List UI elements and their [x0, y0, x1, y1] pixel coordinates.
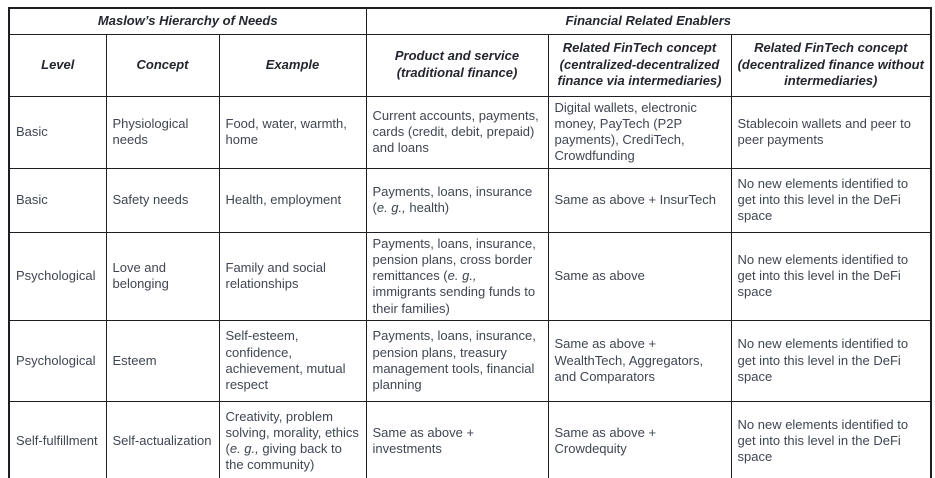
- cell-text: Physiological needs: [112, 115, 189, 147]
- cell-text: No new elements identified to get into this level in the DeFi space: [737, 251, 909, 300]
- cell-text: No new elements identified to get into this level in the DeFi space: [737, 175, 909, 224]
- cell-example: [219, 320, 366, 401]
- cell-text: Psychological: [16, 352, 96, 368]
- cell-text: Esteem: [112, 352, 157, 368]
- table-header: [9, 8, 931, 96]
- column-header-level: Level: [9, 34, 106, 96]
- table-row: [9, 232, 931, 320]
- cell-text: No new elements identified to get into this level in the DeFi space: [737, 416, 909, 465]
- cell-text-italic: e. g.,: [447, 268, 477, 283]
- cell-fintech-centralized: [548, 168, 731, 232]
- cell-text: Payments, loans, insurance, pension plans, treasury management tools, financial planning: [372, 328, 536, 392]
- group-header-maslow: Maslow’s Hierarchy of Needs: [9, 8, 366, 34]
- cell-text: health): [405, 200, 450, 215]
- column-header-example: Example: [219, 34, 366, 96]
- cell-text-italic: e. g.,: [376, 200, 406, 215]
- cell-fintech-decentralized: [731, 320, 931, 401]
- maslow-fintech-table: [8, 7, 932, 478]
- cell-product-service-traditional: [366, 168, 548, 232]
- cell-text: Payments, loans, insurance, pension plans, cross border remittances (: [372, 235, 536, 283]
- cell-product-service-traditional: [366, 401, 548, 478]
- cell-example: [219, 168, 366, 232]
- table-row: [9, 320, 931, 401]
- cell-text: immigrants sending funds to their families): [372, 284, 536, 316]
- column-header-product-service: Product and service (traditional finance): [366, 34, 548, 96]
- cell-level: [9, 168, 106, 232]
- cell-text-italic: e. g.,: [229, 441, 259, 456]
- cell-text: Family and social relationships: [225, 259, 326, 292]
- cell-text: No new elements identified to get into this level in the DeFi space: [737, 336, 909, 384]
- cell-text: Health, employment: [225, 191, 342, 207]
- group-header-financial-enablers: Financial Related Enablers: [366, 8, 931, 34]
- cell-text: Stablecoin wallets and peer to peer payments: [737, 115, 911, 147]
- cell-text: Same as above + investments: [372, 424, 475, 456]
- cell-text: Safety needs: [112, 191, 189, 207]
- cell-text: giving back to the community): [225, 441, 342, 473]
- cell-example: [219, 401, 366, 478]
- cell-fintech-decentralized: [731, 232, 931, 320]
- cell-text: Same as above + WealthTech, Aggregators, and Comparators: [554, 336, 704, 384]
- table-body: [9, 96, 931, 478]
- cell-product-service-traditional: [366, 96, 548, 168]
- cell-text: Basic: [16, 123, 48, 139]
- cell-text: Same as above + Crowdequity: [554, 424, 657, 456]
- cell-level: [9, 96, 106, 168]
- cell-product-service-traditional: [366, 320, 548, 401]
- cell-text: Food, water, warmth, home: [225, 115, 347, 147]
- cell-fintech-centralized: [548, 96, 731, 168]
- cell-text: Same as above: [554, 268, 645, 283]
- group-header-row: [9, 8, 931, 34]
- cell-concept: [106, 96, 219, 168]
- cell-product-service-traditional: [366, 232, 548, 320]
- cell-fintech-decentralized: [731, 96, 931, 168]
- cell-text: Self-esteem, confidence, achievement, mutual respect: [225, 328, 346, 392]
- table-row: [9, 401, 931, 478]
- cell-text: Self-fulfillment: [16, 432, 98, 448]
- cell-level: [9, 320, 106, 401]
- cell-text: Digital wallets, electronic money, PayTech (P2P payments), CrediTech, Crowdfunding: [554, 99, 697, 164]
- cell-concept: [106, 168, 219, 232]
- table-row: [9, 96, 931, 168]
- cell-level: [9, 401, 106, 478]
- cell-text: Creativity, problem solving, morality, ethics (: [225, 408, 359, 456]
- column-header-fintech-centralized: Related FinTech concept (centralized-decentralized finance via intermediaries): [548, 34, 731, 96]
- table-row: [9, 168, 931, 232]
- cell-fintech-centralized: [548, 320, 731, 401]
- column-header-fintech-decentralized: Related FinTech concept (decentralized finance without intermediaries): [731, 34, 931, 96]
- cell-text: Self-actualization: [112, 432, 212, 448]
- cell-fintech-centralized: [548, 232, 731, 320]
- cell-text: Psychological: [16, 268, 96, 283]
- cell-concept: [106, 320, 219, 401]
- cell-fintech-decentralized: [731, 401, 931, 478]
- cell-text: Current accounts, payments, cards (credit, debit, prepaid) and loans: [372, 107, 539, 156]
- cell-example: [219, 232, 366, 320]
- cell-concept: [106, 401, 219, 478]
- cell-text: Same as above + InsurTech: [554, 191, 717, 207]
- cell-concept: [106, 232, 219, 320]
- cell-fintech-decentralized: [731, 168, 931, 232]
- column-header-row: [9, 34, 931, 96]
- cell-text: Basic: [16, 191, 48, 207]
- cell-example: [219, 96, 366, 168]
- cell-fintech-centralized: [548, 401, 731, 478]
- cell-text: Payments, loans, insurance (: [372, 183, 533, 215]
- cell-level: [9, 232, 106, 320]
- cell-text: Love and belonging: [112, 259, 169, 292]
- column-header-concept: Concept: [106, 34, 219, 96]
